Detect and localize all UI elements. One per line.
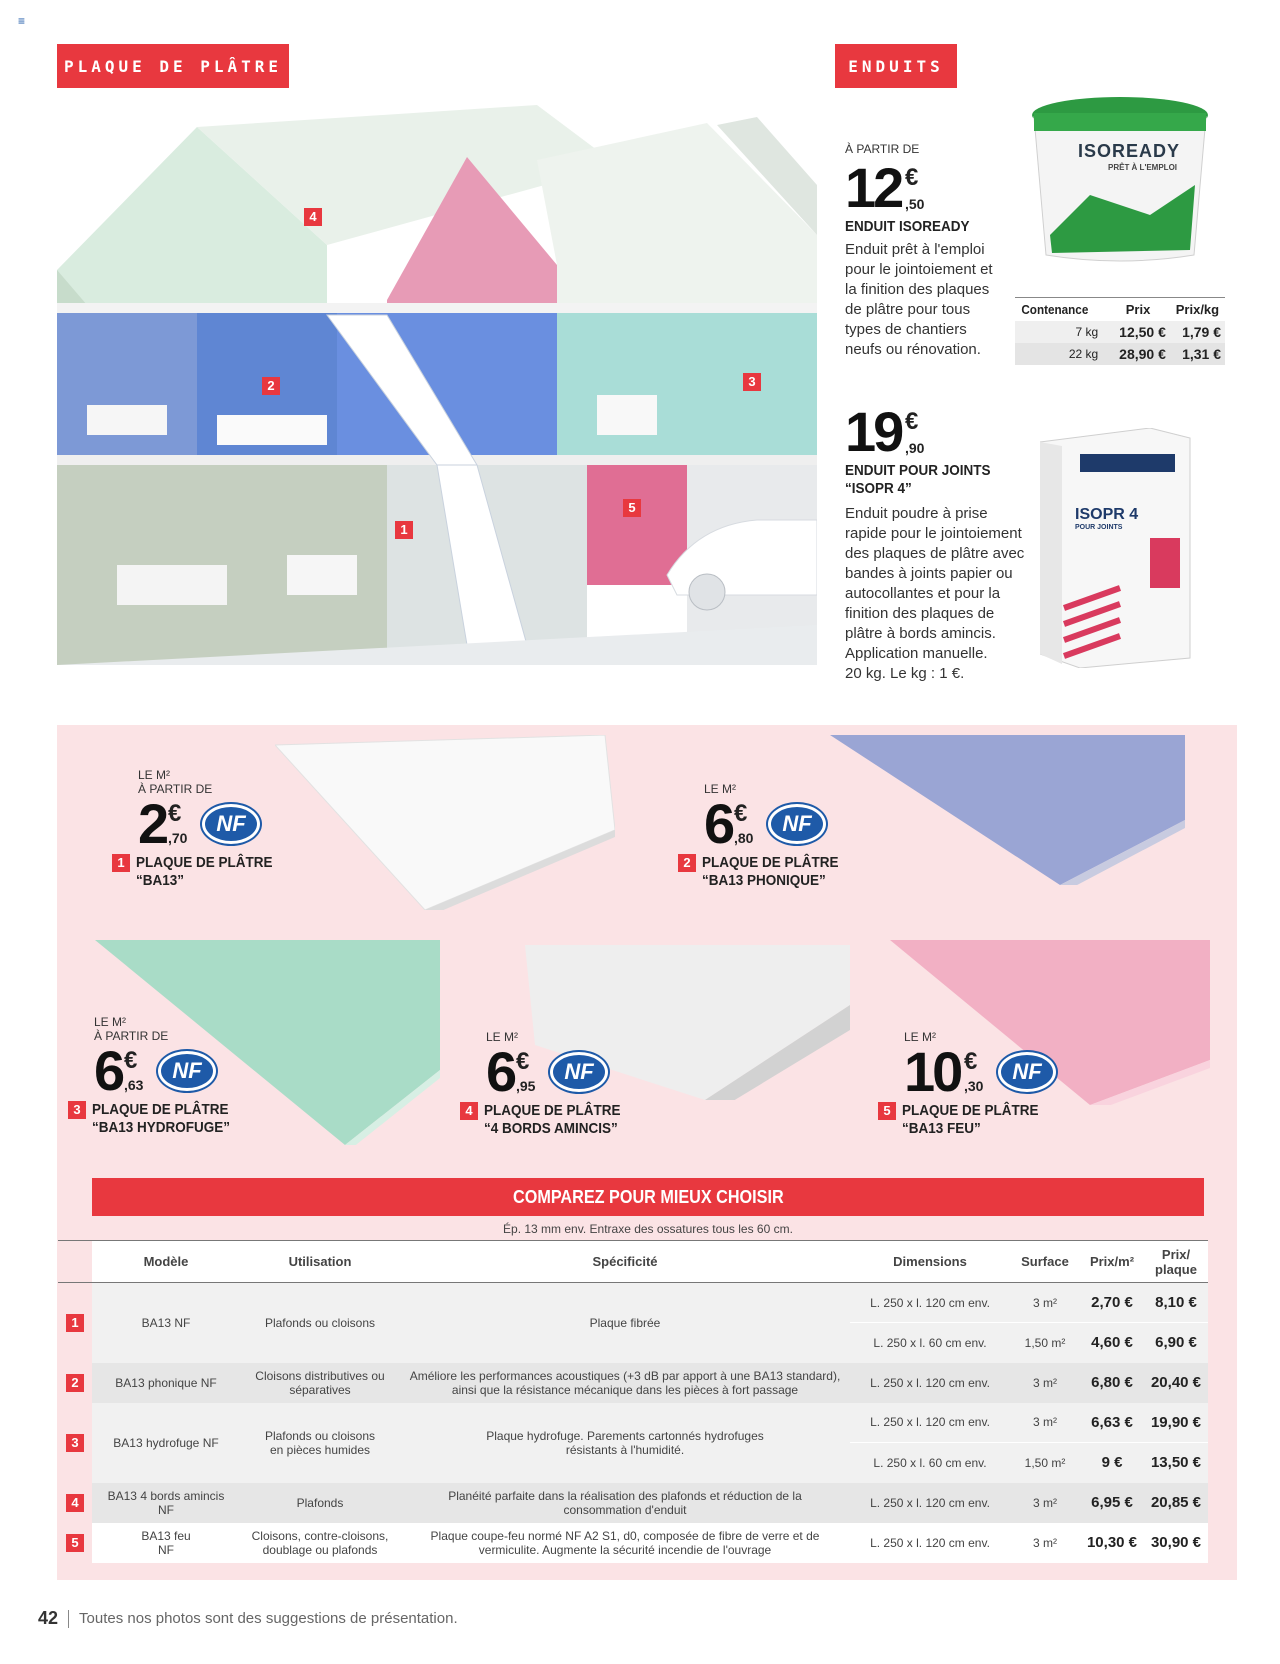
row-surface: 3 m² — [1033, 1495, 1057, 1510]
plaque-num: 2 — [678, 854, 696, 872]
isopr-price-cents: ,90 — [905, 440, 925, 456]
isoready-desc: Enduit prêt à l'emploi pour le jointoiement et la finition des plaques de plâtre pour tous types de chantiers neufs ou rénovation. — [845, 241, 993, 358]
isopr-price-cur: € — [905, 408, 919, 435]
table-cell: 7 kg — [1075, 325, 1099, 339]
nf-logo: NF — [768, 804, 826, 844]
plaque-offer-2 — [678, 782, 878, 890]
row-model: BA13 feu NF — [141, 1528, 191, 1557]
row-num: 2 — [66, 1374, 84, 1392]
plaque-offer-4 — [460, 1030, 680, 1138]
plaque-num: 3 — [68, 1101, 86, 1119]
compare-table — [58, 1240, 1208, 1563]
section-tag-plaque: PLAQUE DE PLÂTRE — [57, 44, 289, 88]
plaque-price-cur: € — [124, 1047, 138, 1074]
row-price-m2: 6,95 € — [1091, 1494, 1133, 1511]
footer-note: Toutes nos photos sont des suggestions de présentation. — [79, 1610, 458, 1627]
compare-table-wrap — [58, 1240, 1208, 1563]
row-dims: L. 250 x l. 120 cm env. — [870, 1535, 990, 1550]
footer-divider — [68, 1610, 69, 1628]
plaque-price-int: 10 — [904, 1040, 961, 1103]
row-use: Plafonds — [296, 1495, 344, 1510]
table-header: Spécificité — [592, 1254, 658, 1269]
plaque-title: PLAQUE DE PLÂTRE “BA13 HYDROFUGE” — [92, 1101, 231, 1136]
plaque-unit: LE M² — [138, 768, 171, 782]
compare-subtitle: Ép. 13 mm env. Entraxe des ossatures tous les 60 cm. — [503, 1222, 793, 1236]
row-model: BA13 hydrofuge NF — [113, 1435, 219, 1450]
section-tag-enduits: ENDUITS — [835, 44, 957, 88]
bucket-brand: ISOREADY — [1078, 141, 1181, 161]
row-use: Plafonds ou cloisons en pièces humides — [264, 1428, 376, 1457]
table-header: Prix/ plaque — [1155, 1246, 1197, 1277]
plaque-offer-1 — [112, 768, 312, 890]
plaque-unit: LE M² — [704, 782, 737, 796]
row-model: BA13 NF — [141, 1315, 191, 1330]
plaque-num: 1 — [112, 854, 130, 872]
row-surface: 3 m² — [1033, 1375, 1057, 1390]
row-spec: Plaque hydrofuge. Parements cartonnés hydrofuges résistants à l'humidité. — [486, 1428, 764, 1457]
bucket-sub: PRÊT À L'EMPLOI — [1108, 163, 1178, 172]
plaque-from: À PARTIR DE — [94, 1029, 169, 1043]
row-price-m2: 10,30 € — [1086, 1534, 1138, 1551]
nf-logo: NF — [998, 1052, 1056, 1092]
row-surface: 3 m² — [1033, 1415, 1057, 1430]
page-number: 42 — [38, 1608, 59, 1628]
table-header: Contenance — [1021, 302, 1089, 317]
plaque-price-int: 6 — [704, 792, 733, 855]
table-cell: 12,50 € — [1119, 324, 1166, 340]
table-cell: 1,79 € — [1182, 324, 1221, 340]
row-spec: Planéité parfaite dans la réalisation des plafonds et réduction de la consommation d'enduit — [448, 1488, 802, 1517]
house-illustration — [57, 105, 817, 665]
bag-sub: POUR JOINTS — [1075, 524, 1123, 531]
isoready-title: ENDUIT ISOREADY — [845, 218, 970, 235]
plaque-price-cents: ,80 — [734, 830, 754, 846]
row-surface: 3 m² — [1033, 1295, 1057, 1310]
house-label-4: 4 — [304, 208, 322, 226]
plaque-unit: LE M² — [904, 1030, 937, 1044]
plaque-price-int: 2 — [138, 792, 167, 855]
row-surface: 1,50 m² — [1010, 1323, 1080, 1363]
row-price-plaque: 19,90 € — [1150, 1413, 1202, 1431]
row-price-plaque: 20,85 € — [1150, 1494, 1202, 1511]
row-surface: 1,50 m² — [1010, 1443, 1080, 1483]
row-use: Cloisons, contre-cloisons, doublage ou plafonds — [251, 1528, 389, 1557]
row-num: 1 — [66, 1314, 84, 1332]
table-header: Dimensions — [893, 1254, 967, 1269]
table-header: Prix/kg — [1175, 302, 1220, 317]
board-image-ba13 — [275, 735, 615, 910]
row-dims: L. 250 x l. 60 cm env. — [850, 1323, 1010, 1363]
row-spec: Plaque coupe-feu normé NF A2 S1, d0, composée de fibre de verre et de vermiculite. Augmente la sécurité incendie de l'ouvrage — [430, 1528, 820, 1557]
plaque-price-cents: ,95 — [516, 1078, 536, 1094]
row-dims: L. 250 x l. 60 cm env. — [850, 1443, 1010, 1483]
house-label-3: 3 — [743, 373, 761, 391]
isoready-product — [845, 142, 1025, 360]
row-dims: L. 250 x l. 120 cm env. — [870, 1415, 990, 1430]
plaque-price-cur: € — [964, 1048, 978, 1075]
row-use: Cloisons distributives ou séparatives — [255, 1368, 385, 1397]
table-header: Modèle — [143, 1254, 189, 1269]
row-price-m2: 9 € — [1080, 1443, 1144, 1483]
plaque-offer-3 — [68, 1015, 288, 1137]
isopr-title: ENDUIT POUR JOINTS “ISOPR 4” — [845, 462, 991, 497]
isoready-bucket-image — [1030, 95, 1210, 265]
table-cell: 22 kg — [1068, 347, 1099, 361]
plaque-price-cents: ,63 — [124, 1077, 144, 1093]
isopr-product — [845, 402, 1045, 684]
row-model: BA13 phonique NF — [115, 1375, 217, 1390]
plaque-title: PLAQUE DE PLÂTRE “4 BORDS AMINCIS” — [484, 1102, 621, 1137]
house-label-5: 5 — [623, 499, 641, 517]
plaque-price-cur: € — [168, 800, 182, 827]
isopr-bag-image — [1040, 428, 1195, 668]
isoready-price-int: 12 — [845, 156, 902, 219]
table-header: Utilisation — [288, 1254, 352, 1269]
plaque-offer-5 — [878, 1030, 1098, 1138]
row-price-m2: 6,80 € — [1091, 1374, 1133, 1391]
page-footer — [38, 1608, 458, 1629]
row-dims: L. 250 x l. 120 cm env. — [870, 1375, 990, 1390]
row-model: BA13 4 bords amincis NF — [107, 1488, 225, 1517]
isoready-price-table — [1015, 297, 1225, 365]
plaque-unit: LE M² — [94, 1015, 127, 1029]
nf-logo: NF — [550, 1052, 608, 1092]
plaque-price-cents: ,30 — [964, 1078, 984, 1094]
plaque-price-int: 6 — [486, 1040, 515, 1103]
isoready-price-cents: ,50 — [905, 196, 925, 212]
plaque-from: À PARTIR DE — [138, 782, 213, 796]
table-header: Prix/m² — [1089, 1254, 1135, 1269]
plaque-price-cur: € — [734, 800, 748, 827]
compare-title: COMPAREZ POUR MIEUX CHOISIR — [512, 1186, 784, 1207]
table-cell: 1,31 € — [1182, 346, 1221, 362]
compare-title-bar — [92, 1178, 1204, 1216]
row-price-plaque: 13,50 € — [1144, 1443, 1208, 1483]
house-label-2: 2 — [262, 377, 280, 395]
plaque-title: PLAQUE DE PLÂTRE “BA13 FEU” — [902, 1102, 1039, 1137]
plaque-num: 5 — [878, 1102, 896, 1120]
row-dims: L. 250 x l. 120 cm env. — [870, 1295, 990, 1310]
bag-brand: ISOPR 4 — [1075, 506, 1139, 523]
plaque-price-int: 6 — [94, 1039, 123, 1102]
isoready-from: À PARTIR DE — [845, 142, 920, 156]
table-cell: 28,90 € — [1119, 346, 1166, 362]
table-header: Surface — [1021, 1254, 1069, 1269]
nf-logo: NF — [202, 804, 260, 844]
plaque-title: PLAQUE DE PLÂTRE “BA13” — [136, 854, 273, 889]
row-price-m2: 4,60 € — [1080, 1323, 1144, 1363]
plaque-title: PLAQUE DE PLÂTRE “BA13 PHONIQUE” — [702, 854, 839, 889]
row-dims: L. 250 x l. 120 cm env. — [870, 1495, 990, 1510]
row-spec: Améliore les performances acoustiques (+3 dB par apport à une BA13 standard), ainsi que la résistance mécanique dans les pièces à fort passage — [409, 1368, 841, 1397]
board-image-phonique — [830, 735, 1190, 885]
table-header: Prix — [1125, 302, 1151, 317]
brand-mark: ≡ — [18, 14, 26, 28]
row-price-plaque: 8,10 € — [1155, 1294, 1197, 1311]
isopr-desc: Enduit poudre à prise rapide pour le jointoiement des plaques de plâtre avec bandes à joints papier ou autocollantes et pour la finition des plaques de plâtre à bords amincis. Application manuelle. 20 kg. Le kg : 1 €. — [845, 505, 1025, 682]
row-price-plaque: 6,90 € — [1144, 1323, 1208, 1363]
row-use: Plafonds ou cloisons — [264, 1315, 376, 1330]
row-spec: Plaque fibrée — [589, 1315, 661, 1330]
row-num: 3 — [66, 1434, 84, 1452]
row-price-m2: 6,63 € — [1091, 1413, 1133, 1431]
row-surface: 3 m² — [1033, 1535, 1057, 1550]
plaque-price-cur: € — [516, 1048, 530, 1075]
nf-logo: NF — [158, 1051, 216, 1091]
row-num: 5 — [66, 1534, 84, 1552]
row-num: 4 — [66, 1494, 84, 1512]
row-price-m2: 2,70 € — [1091, 1294, 1133, 1311]
plaque-unit: LE M² — [486, 1030, 519, 1044]
house-label-1: 1 — [395, 521, 413, 539]
row-price-plaque: 30,90 € — [1150, 1534, 1202, 1551]
plaque-num: 4 — [460, 1102, 478, 1120]
plaque-price-cents: ,70 — [168, 830, 188, 846]
isoready-price-cur: € — [905, 164, 919, 191]
isopr-price-int: 19 — [845, 400, 902, 463]
row-price-plaque: 20,40 € — [1150, 1374, 1202, 1391]
